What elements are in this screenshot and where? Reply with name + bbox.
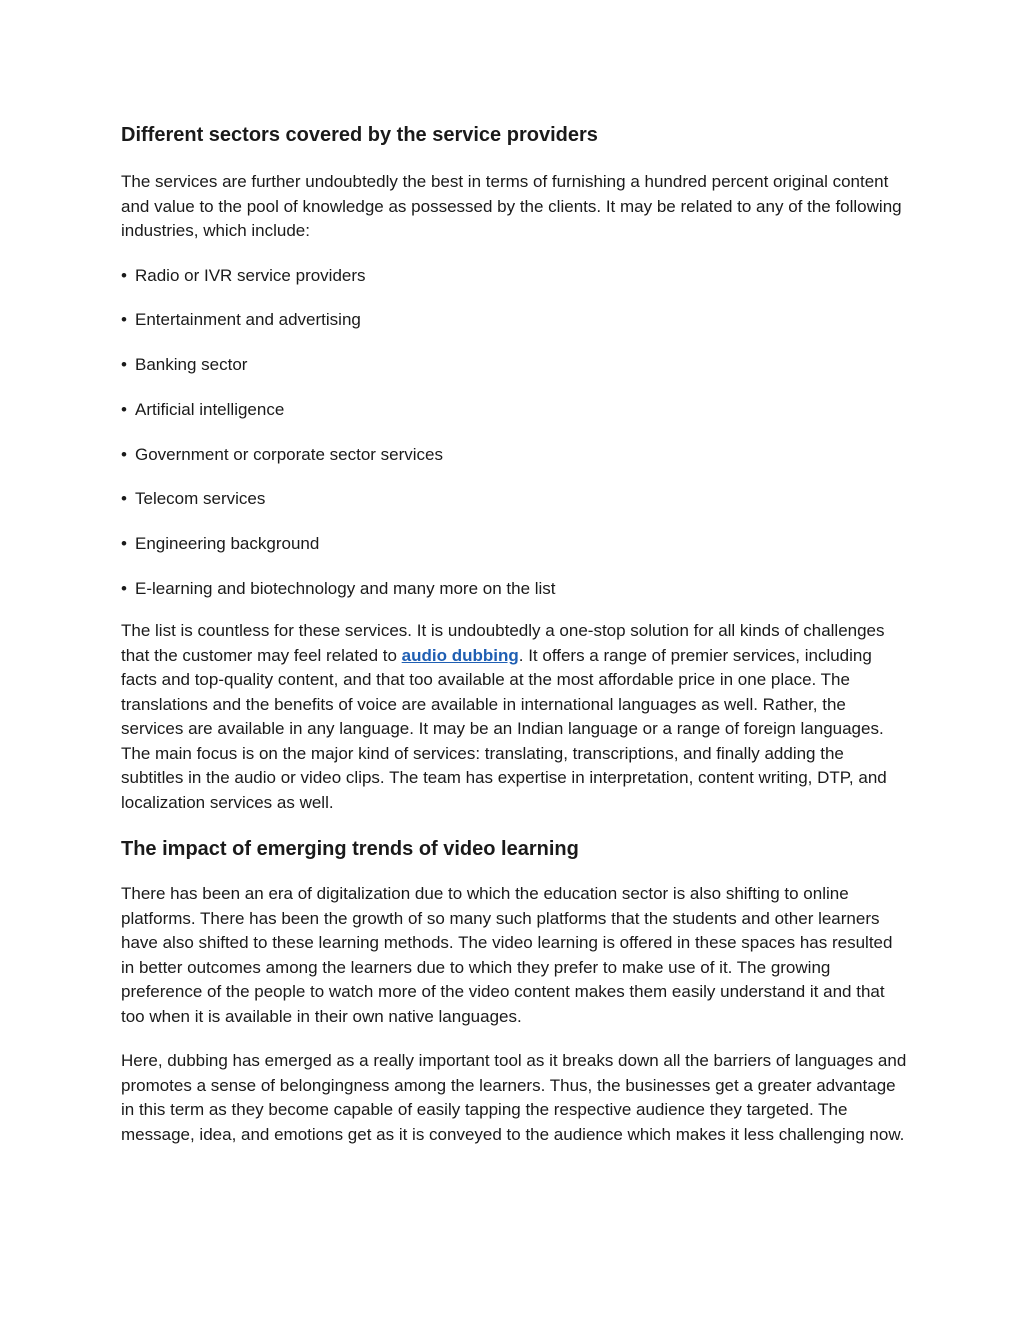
list-item [121,532,907,556]
list-item-text: Entertainment and advertising [135,310,361,330]
list-item [121,308,907,332]
dubbing-paragraph: Here, dubbing has emerged as a really important tool as it breaks down all the barriers of languages and promotes a sense of belongingness among the learners. Thus, the businesses get a greater advantage in this term as they become capable of easily tapping the respective audience they targeted. The message, idea, and emotions get as it is conveyed to the audience which makes it less challenging now. [121,1051,907,1144]
list-item [121,443,907,467]
list-item [121,264,907,288]
list-item-text: Artificial intelligence [135,399,285,419]
services-paragraph [121,619,907,815]
bullet-icon: • [121,399,127,419]
bullet-icon: • [121,444,127,464]
services-text-after-link: . It offers a range of premier services, including facts and top-quality content, and that too available at the most affordable price in one place. The translations and the benefits of voice are available in international languages as well. Rather, the services are available in any language. It may be an Indian language or a range of foreign languages. The main focus is on the major kind of services: translating, transcriptions, and finally adding the subtitles in the audio or video clips. The team has expertise in interpretation, content writing, DTP, and localization services as well. [121,645,887,812]
bullet-icon: • [121,489,127,509]
bullet-icon: • [121,265,127,285]
intro-paragraph: The services are further undoubtedly the best in terms of furnishing a hundred percent original content and value to the pool of knowledge as possessed by the clients. It may be related to any of the following industries, which include: [121,172,902,240]
list-item-text: Telecom services [135,489,266,509]
digitalization-paragraph: There has been an era of digitalization due to which the education sector is also shifting to online platforms. There has been the growth of so many such platforms that the students and other learners have also shifted to these learning methods. The video learning is offered in these spaces has resulted in better outcomes among the learners due to which they prefer to make use of it. The growing preference of the people to watch more of the video content makes them easily understand it and that too when it is available in their own native languages. [121,884,893,1026]
list-item-text: Engineering background [135,534,320,554]
section-heading-sectors: Different sectors covered by the service providers [121,124,598,146]
bullet-icon: • [121,310,127,330]
section-heading-video-learning: The impact of emerging trends of video learning [121,838,579,861]
audio-dubbing-link[interactable]: audio dubbing [401,645,519,665]
industries-list [121,264,907,602]
list-item-text: E-learning and biotechnology and many more on the list [135,579,556,599]
list-item [121,353,907,377]
list-item [121,577,907,601]
list-item-text: Banking sector [135,355,248,375]
bullet-icon: • [121,355,127,375]
list-item [121,398,907,422]
list-item [121,487,907,511]
list-item-text: Government or corporate sector services [135,444,444,464]
bullet-icon: • [121,579,127,599]
list-item-text: Radio or IVR service providers [135,265,366,285]
bullet-icon: • [121,534,127,554]
services-text-before-link: The list is countless for these services. It is undoubtedly a one-stop solution for all kinds of challenges that the customer may feel related to [121,621,885,665]
document-page [121,118,907,1147]
